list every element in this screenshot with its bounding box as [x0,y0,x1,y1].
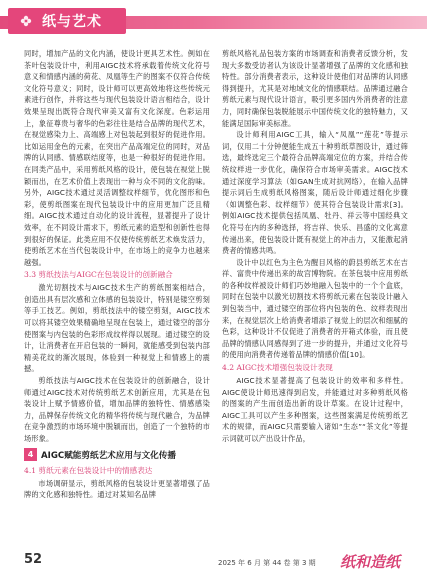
paragraph: 设计中以红色为主色为醒目风格的蔚县剪纸艺术在吉祥、富贵中传递出来的故宫博物院。在茶包装中应用剪纸的各种纹样被设计师们巧妙地融入包装中的一个个盒底，同时在包装中以激光切割技术将剪纸元素在包装设计融入到包装当中，通过镂空的部位将内包装的色、纹样表现出来，在视觉层次上给消费者增添了视觉上的层次和细腻的色彩，这种设计不仅促进了消费者的开箱式体验，而且使品牌的情感认同感得到了进一步的提升，并通过文化符号的使用向消费者传递着品牌的情感价值[10]。 [222,257,408,360]
page-number: 52 [24,552,43,567]
paragraph: 设计师利用AIGC工具，输入“凤凰”“莲花”等提示词，仅用二十分钟便能生成五十种剪纸草图设计，通过筛选，最终选定三个最符合品牌高端定位的方案，并结合传统纹样进一步优化，确保符合市场审美需求。AIGC技术通过深度学习算法（如GAN生成对抗网络），在输入品牌提示词后生成剪纸风格图案，随后设计师通过细化步骤（如调整色彩、纹样细节）使其符合包装设计需求[3]。例如AIGC技术提供包括凤凰、牡丹、祥云等中国经典文化符号在内的多种选择，将吉祥、快乐、昌盛的文化寓意传递出来，使包装设计既有视觉上的冲击力，又能激起消费者的情感共鸣。 [222,130,408,256]
section-number: 4 [24,448,37,461]
right-column [222,48,408,548]
subsection-heading: 3.3 剪纸技法与AIGC在包装设计的创新融合 [24,270,173,280]
section-heading [24,448,210,462]
paragraph: 激光切割技术与AIGC技术生产的剪纸图案相结合，创造出具有层次感和立体感的包装设计，特别是镂空剪刻等手工技艺。例如，剪纸技法中的镂空剪刻，AIGC技术可以将其镂空效果精确地呈现在包装上，通过镂空的部分使图案与内包装的色彩形成纹样得以展现。通过镂空的设计，让消费者在开启包装的一瞬间，就能感受到包装内部精美花纹的渐次展现，体验到一种视觉上和情感上的震撼。 [24,283,210,374]
paragraph: 同时，增加产品的文化内涵，使设计更具艺术性。例如在茶叶包装设计中，利用AIGC技术将承载着传统文化符号意义和情感内涵的荷花、凤凰等生产的图案不仅符合传统文化符号意义；同时，设计师可以更高效地将这些传统元素进行创作，并将这些与现代包装设计语言相结合，设计效果呈现出既符合现代审美又富有文化深度。色彩运用上，象征尊贵与奢华的色彩往往是结合品牌的现代艺术，在视觉感染力上、高端感上对包装起到很好的促进作用。比如运用金色的元素，在突出产品高端定位的同时，对品牌的认同感、情感联结度等，也是一种很好的促进作用。在同类产品中，采用剪纸风格的设计，使包装在视觉上脱颖而出，在艺术价值上表现出一种与众不同的文化韵味。另外，AIGC技术通过灵活调整纹样细节，优化图形和色彩，使剪纸图案在现代包装设计中的应用更加广泛且精细。AIGC技术通过自动化的设计流程，显著提升了设计效率，在不同设计需求下，剪纸元素的造型和创新性也得到很好的保证。此类应用不仅使传统剪纸艺术焕发活力，使剪纸艺术在当代包装设计中，在市场上的竞争力也越来越强。 [24,49,210,267]
subsection-heading: 4.2 AIGC技术增强包装设计表现 [222,363,333,373]
paragraph: 剪纸风格礼品包装方案的市场调查和消费者反馈分析，发现大多数受访者认为该设计显著增强了品牌的文化感和独特性。部分消费者表示，这种设计使他们对品牌的认同感得到提升，尤其是对地域文化的情感联结。品牌通过融合剪纸元素与现代设计语言，吸引更多国内外消费者的注意力，同时确保包装脱能展示中国传统文化的独特魅力，又能满足国际审美标准。 [222,49,408,128]
subsection-heading: 4.1 剪纸元素在包装设计中的情感表达 [24,465,153,475]
flower-icon [20,15,32,27]
journal-logo [338,550,408,572]
section-heading-text: AIGC赋能剪纸艺术应用与文化传播 [41,450,176,461]
paragraph: 市场调研显示，剪纸风格的包装设计更显著增强了品牌的文化感和独特性。通过对某知名品牌 [24,478,210,500]
brand-text: 纸和造纸 [340,553,401,571]
left-column [24,48,210,548]
page-footer [0,548,427,579]
section-tab [8,8,126,34]
article-body [24,48,408,548]
section-title: 纸与艺术 [42,14,102,30]
paragraph: AIGC技术显著提高了包装设计的效率和多样性。AIGC使设计师迅速得到启发，并能通过对多种剪纸风格的图案的产生而创造出新的设计草案。在设计过程中，AIGC工具可以产生多种图案，这些图案满足传统剪纸艺术的规律，而AIGC只需要输入诸如“生态”“茶文化”等提示词就可以产出设计作品， [222,376,408,443]
issue-info: 2025 年 6 月 第 44 卷 第 3 期 [218,559,316,567]
paragraph: 剪纸技法与AIGC技术在包装设计的创新融合，设计师通过AIGC技术对传统剪纸艺术创新应用，尤其是在包装设计上赋予情感价值，增加品牌的独特性、情感感染力，品牌保存传统文化的精华将传统与现代融合，为品牌在竞争激烈的市场环境中脱颖而出，创造了一个独特的市场形象。 [24,376,210,443]
page-header [0,0,427,40]
